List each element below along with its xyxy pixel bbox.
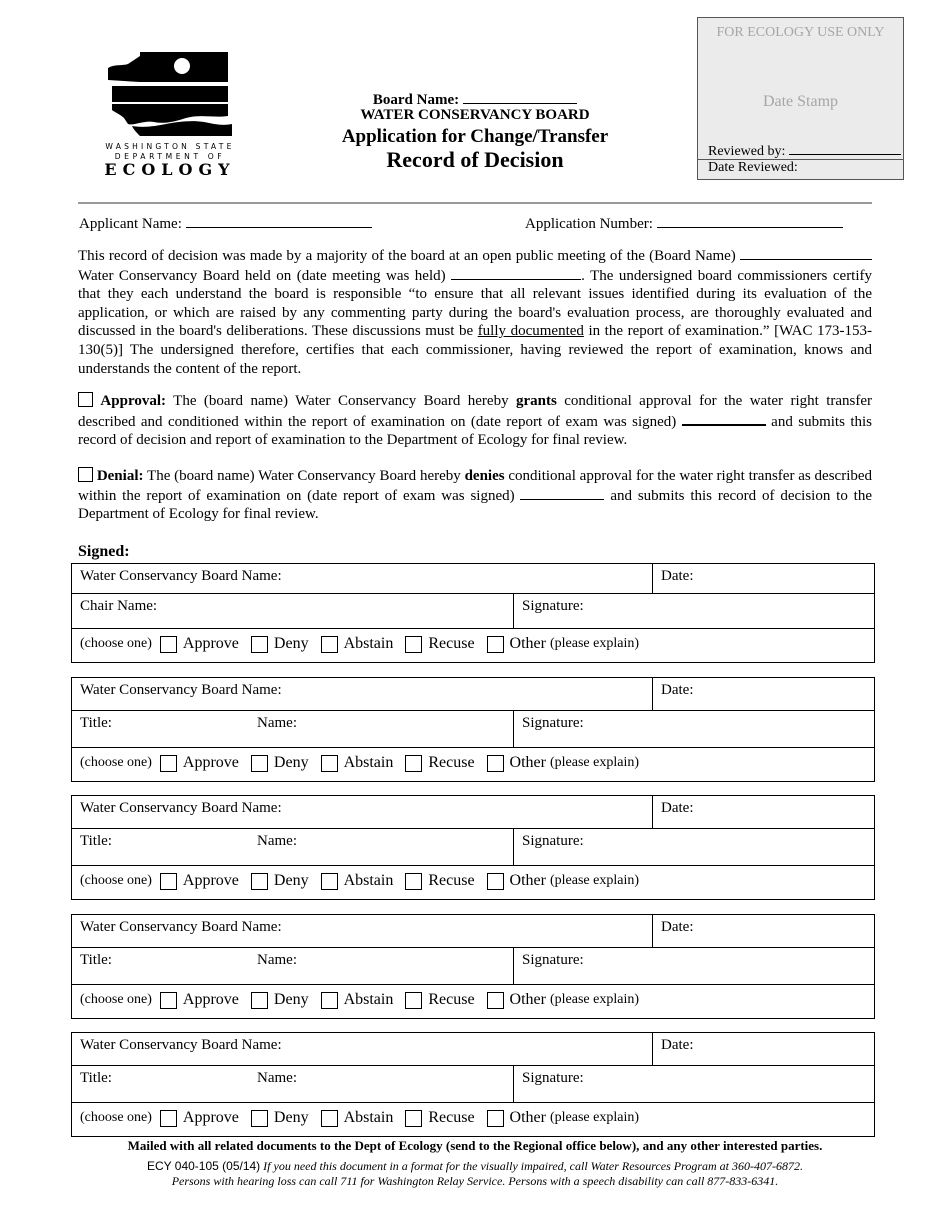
title-label: Title:	[80, 833, 112, 849]
signature-block-commissioner-1	[71, 677, 875, 782]
approval-text-3: and submits this record of decision and report of examination to the Department of Ecology for final review.	[78, 413, 873, 449]
abstain-label: Abstain	[343, 991, 394, 1008]
please-explain-label: (please explain)	[549, 755, 639, 770]
title-name-cell[interactable]	[72, 711, 513, 747]
header-divider	[78, 202, 872, 204]
name-label: Name:	[257, 952, 297, 968]
title-name-cell[interactable]	[72, 1066, 513, 1102]
sig-row-name	[72, 594, 874, 629]
ecology-use-box	[697, 17, 904, 180]
choose-one-label: (choose one)	[80, 755, 152, 770]
form-code: ECY 040-105 (05/14)	[146, 1159, 261, 1173]
other-label: Other	[509, 872, 546, 889]
other-label: Other	[509, 1109, 546, 1126]
other-label: Other	[509, 754, 546, 771]
date-label: Date:	[661, 568, 694, 584]
abstain-label: Abstain	[343, 754, 394, 771]
approve-label: Approve	[182, 872, 239, 889]
please-explain-label: (please explain)	[549, 1110, 639, 1125]
sig-row-board	[72, 564, 874, 594]
sig-row-name	[72, 948, 874, 985]
name-label: Name:	[257, 833, 297, 849]
deny-label: Deny	[273, 1109, 309, 1126]
vote-options	[80, 1109, 639, 1127]
signature-cell[interactable]	[513, 711, 876, 747]
recuse-checkbox[interactable]	[405, 755, 422, 772]
other-checkbox[interactable]	[487, 755, 504, 772]
recuse-checkbox[interactable]	[405, 992, 422, 1009]
signed-heading: Signed:	[78, 543, 130, 560]
approval-checkbox[interactable]	[78, 392, 93, 407]
date-cell[interactable]	[652, 678, 876, 710]
signature-label: Signature:	[522, 833, 584, 849]
title-name-cell[interactable]	[72, 948, 513, 984]
approval-date-blank[interactable]	[682, 411, 766, 426]
please-explain-label: (please explain)	[549, 873, 639, 888]
deny-label: Deny	[273, 754, 309, 771]
chair-name-label: Chair Name:	[80, 598, 158, 614]
recuse-label: Recuse	[428, 991, 475, 1008]
logo-line1: WASHINGTON STATE	[105, 142, 235, 151]
deny-checkbox[interactable]	[251, 992, 268, 1009]
vote-options	[80, 991, 639, 1009]
choose-one-label: (choose one)	[80, 636, 152, 651]
sig-row-name	[72, 1066, 874, 1103]
intro-paragraph	[78, 246, 872, 378]
name-label: Name:	[257, 1070, 297, 1086]
approval-text-2: conditional approval for the water right transfer described and conditioned within the report of examination on (date report of exam was signed)	[78, 393, 873, 430]
wcb-title: WATER CONSERVANCY BOARD	[360, 107, 590, 123]
abstain-checkbox[interactable]	[321, 755, 338, 772]
other-checkbox[interactable]	[487, 1110, 504, 1127]
board-name-cell[interactable]	[72, 678, 652, 710]
reviewed-by-label: Reviewed by:	[708, 144, 786, 159]
application-number-label: Application Number:	[525, 216, 653, 232]
other-checkbox[interactable]	[487, 992, 504, 1009]
approve-label: Approve	[182, 635, 239, 652]
accessibility-note-1: If you need this document in a format for the visually impaired, call Water Resources Program at 360-407-6872.	[263, 1159, 803, 1173]
deny-checkbox[interactable]	[251, 873, 268, 890]
title-label: Title:	[80, 715, 112, 731]
sig-row-board	[72, 915, 874, 948]
other-checkbox[interactable]	[487, 873, 504, 890]
reviewed-by-field[interactable]	[708, 142, 901, 160]
title-label: Title:	[80, 1070, 112, 1086]
signature-block-commissioner-2	[71, 795, 875, 900]
denial-paragraph	[78, 467, 872, 524]
deny-checkbox[interactable]	[251, 755, 268, 772]
choose-one-label: (choose one)	[80, 992, 152, 1007]
choose-one-label: (choose one)	[80, 1110, 152, 1125]
reviewed-by-blank[interactable]	[789, 142, 901, 155]
date-label: Date:	[661, 919, 694, 935]
approval-label: Approval:	[100, 393, 166, 409]
board-name-cell[interactable]	[72, 564, 652, 593]
approve-label: Approve	[182, 1109, 239, 1126]
other-label: Other	[509, 991, 546, 1008]
approve-checkbox[interactable]	[160, 992, 177, 1009]
approval-text-1: The (board name) Water Conservancy Board hereby	[173, 393, 509, 409]
applicant-name-field[interactable]	[79, 213, 372, 233]
date-label: Date:	[661, 682, 694, 698]
board-name-cell[interactable]	[72, 915, 652, 947]
board-name-label: Water Conservancy Board Name:	[80, 682, 282, 698]
sig-row-vote	[72, 748, 874, 781]
signature-block-chair	[71, 563, 875, 663]
sig-row-board	[72, 678, 874, 711]
vote-options	[80, 872, 639, 890]
signature-cell[interactable]	[513, 829, 876, 865]
abstain-label: Abstain	[343, 635, 394, 652]
abstain-checkbox[interactable]	[321, 1110, 338, 1127]
approve-checkbox[interactable]	[160, 755, 177, 772]
date-reviewed-label: Date Reviewed:	[708, 160, 798, 175]
board-name-blank[interactable]	[463, 90, 577, 104]
choose-one-label: (choose one)	[80, 873, 152, 888]
deny-checkbox[interactable]	[251, 636, 268, 653]
application-number-blank[interactable]	[657, 213, 843, 228]
board-name-label: Water Conservancy Board Name:	[80, 568, 282, 584]
title-name-cell[interactable]	[72, 829, 513, 865]
recuse-checkbox[interactable]	[405, 1110, 422, 1127]
applicant-name-blank[interactable]	[186, 213, 372, 228]
signature-block-commissioner-3	[71, 914, 875, 1019]
signature-label: Signature:	[522, 952, 584, 968]
abstain-label: Abstain	[343, 872, 394, 889]
applicant-name-label: Applicant Name:	[79, 216, 182, 232]
recuse-checkbox[interactable]	[405, 636, 422, 653]
abstain-label: Abstain	[343, 1109, 394, 1126]
deny-label: Deny	[273, 872, 309, 889]
approve-checkbox[interactable]	[160, 1110, 177, 1127]
sig-row-board	[72, 1033, 874, 1066]
sig-row-board	[72, 796, 874, 829]
chair-name-cell[interactable]	[72, 594, 513, 628]
other-label: Other	[509, 635, 546, 652]
ecology-use-only-label: FOR ECOLOGY USE ONLY	[716, 25, 885, 40]
sig-row-name	[72, 711, 874, 748]
please-explain-label: (please explain)	[549, 636, 639, 651]
logo-line3: ECOLOGY	[104, 160, 236, 176]
recuse-label: Recuse	[428, 635, 475, 652]
sig-row-vote	[72, 629, 874, 662]
page-title: Record of Decision	[386, 147, 564, 172]
signature-cell[interactable]	[513, 1066, 876, 1102]
abstain-checkbox[interactable]	[321, 873, 338, 890]
approval-paragraph	[78, 392, 872, 450]
intro-text-1: This record of decision was made by a majority of the board at an open public meeting of the (Board Name)	[78, 248, 736, 264]
logo-line2: DEPARTMENT OF	[114, 152, 226, 161]
deny-label: Deny	[273, 991, 309, 1008]
meeting-date-blank[interactable]	[451, 266, 581, 280]
other-checkbox[interactable]	[487, 636, 504, 653]
board-name-label: Water Conservancy Board Name:	[80, 919, 282, 935]
denial-date-blank[interactable]	[520, 486, 604, 500]
deny-label: Deny	[273, 635, 309, 652]
date-label: Date:	[661, 1037, 694, 1053]
sig-row-vote	[72, 866, 874, 899]
approval-verb: grants	[516, 393, 557, 409]
abstain-checkbox[interactable]	[321, 992, 338, 1009]
signature-label: Signature:	[522, 598, 584, 614]
vote-options	[80, 754, 639, 772]
denial-checkbox[interactable]	[78, 467, 93, 482]
signature-cell[interactable]	[513, 594, 876, 628]
date-cell[interactable]	[652, 796, 876, 828]
intro-text-3: . The undersigned board commissioners certify that they each understand the board is responsible “to ensure that all relevant issues identified during its evaluation of the application, or which are raised by any commenting party during the board's evaluation process, are thoroughly evaluated and discussed in the board's deliberations. These discussions must be	[78, 267, 873, 340]
board-name-label: Board Name:	[372, 92, 460, 108]
title-label: Title:	[80, 952, 112, 968]
denial-verb: denies	[464, 468, 505, 484]
accessibility-note	[0, 1159, 950, 1188]
approve-label: Approve	[182, 754, 239, 771]
vote-options	[80, 635, 639, 653]
recuse-checkbox[interactable]	[405, 873, 422, 890]
application-number-field[interactable]	[525, 213, 843, 233]
date-stamp-label: Date Stamp	[762, 93, 839, 110]
intro-text-2: Water Conservancy Board held on (date meeting was held)	[78, 267, 446, 284]
board-name-blank-2[interactable]	[740, 246, 872, 260]
sig-row-vote	[72, 985, 874, 1018]
signature-block-commissioner-4	[71, 1032, 875, 1137]
date-cell[interactable]	[652, 1033, 876, 1065]
board-name-label: Water Conservancy Board Name:	[80, 1037, 282, 1053]
denial-text-1: The (board name) Water Conservancy Board hereby	[147, 468, 461, 484]
accessibility-note-2: Persons with hearing loss can call 711 for Washington Relay Service. Persons with a speech disability can call 877-833-6341.	[171, 1173, 779, 1188]
intro-underlined: fully documented	[477, 323, 584, 340]
deny-checkbox[interactable]	[251, 1110, 268, 1127]
date-cell[interactable]	[652, 564, 876, 593]
ecology-logo	[104, 52, 236, 176]
intro-text-4: in the report of examination.” [WAC 173-153-130(5)] The undersigned therefore, certifies that each commissioner, having reviewed the report of examination, knows and understands the content of the report.	[78, 323, 872, 377]
signature-label: Signature:	[522, 715, 584, 731]
application-title: Application for Change/Transfer	[341, 126, 609, 147]
signature-cell[interactable]	[513, 948, 876, 984]
approve-checkbox[interactable]	[160, 873, 177, 890]
denial-label: Denial:	[96, 468, 144, 484]
abstain-checkbox[interactable]	[321, 636, 338, 653]
recuse-label: Recuse	[428, 1109, 475, 1126]
date-cell[interactable]	[652, 915, 876, 947]
approve-label: Approve	[182, 991, 239, 1008]
please-explain-label: (please explain)	[549, 992, 639, 1007]
board-name-label: Water Conservancy Board Name:	[80, 800, 282, 816]
sig-row-vote	[72, 1103, 874, 1136]
signature-label: Signature:	[522, 1070, 584, 1086]
board-name-cell[interactable]	[72, 1033, 652, 1065]
name-label: Name:	[257, 715, 297, 731]
mailing-instructions: Mailed with all related documents to the Dept of Ecology (send to the Regional office below), and any other interested parties.	[127, 1138, 823, 1153]
date-label: Date:	[661, 800, 694, 816]
recuse-label: Recuse	[428, 872, 475, 889]
denial-text-3: and submits this record of decision to the Department of Ecology for final review.	[78, 487, 873, 523]
denial-text-2: conditional approval for the water right transfer as described within the report of examination on (date report of exam was signed)	[78, 468, 873, 504]
approve-checkbox[interactable]	[160, 636, 177, 653]
sig-row-name	[72, 829, 874, 866]
recuse-label: Recuse	[428, 754, 475, 771]
board-name-cell[interactable]	[72, 796, 652, 828]
